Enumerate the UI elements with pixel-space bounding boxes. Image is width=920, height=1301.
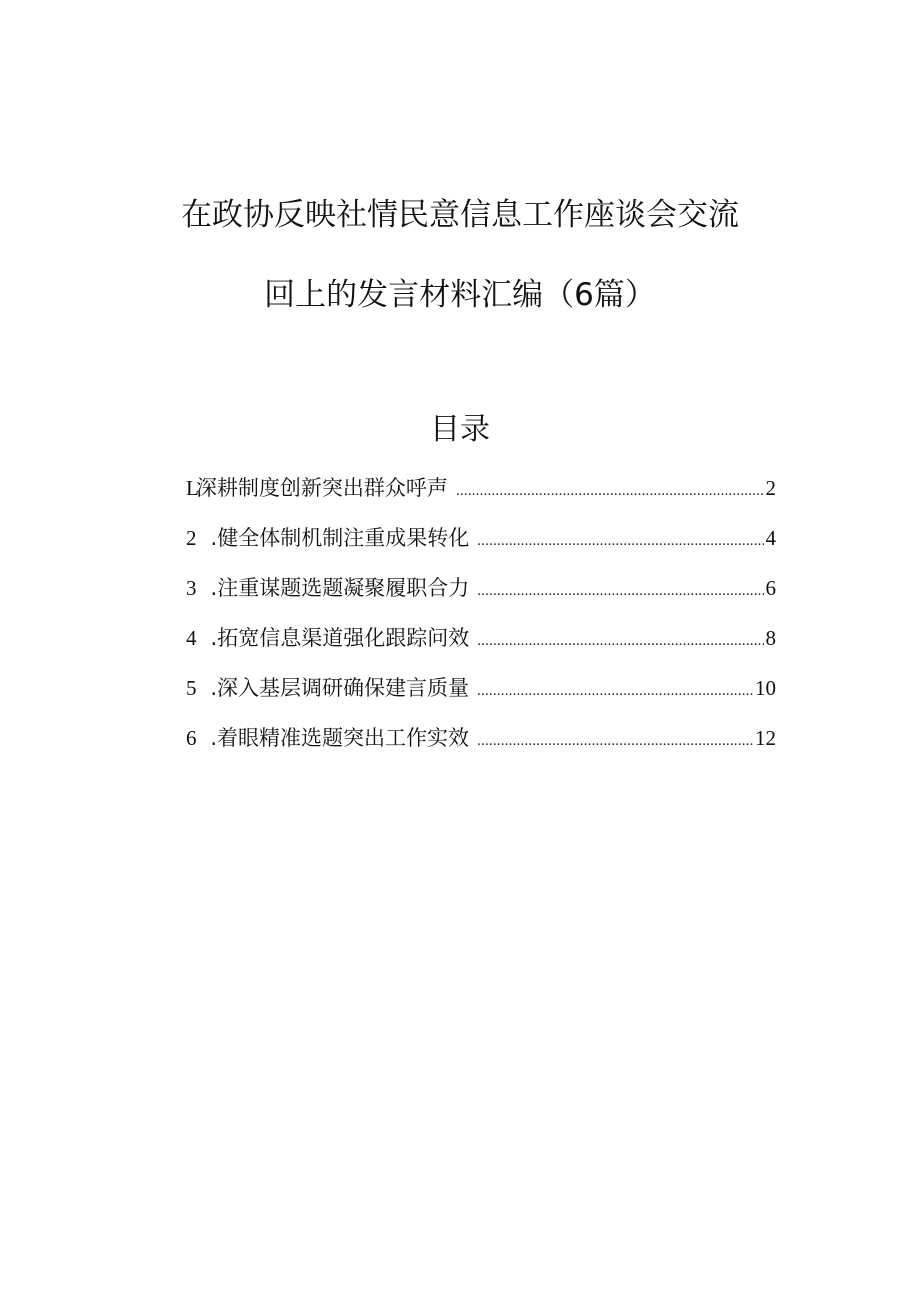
toc-leader-dots [477,629,763,654]
toc-entry-page: 12 [755,726,776,750]
toc-leader-dots [477,679,753,704]
toc-entry[interactable] [186,626,776,651]
toc-entry-page: 4 [765,526,776,550]
toc-entry-number: 2 [186,526,197,550]
toc-entry-title: .注重谋题选题凝聚履职合力 [210,576,470,600]
toc-entry-title: .着眼精准选题突出工作实效 [210,726,470,750]
toc-entry[interactable] [186,576,776,601]
toc-leader-dots [477,579,763,604]
toc-entry[interactable] [186,726,776,751]
toc-entry-title: .健全体制机制注重成果转化 [210,526,470,550]
toc-leader-dots [477,729,753,754]
toc-entry[interactable] [186,676,776,701]
toc-entry-page: 6 [765,576,776,600]
toc-heading: 目录 [430,412,490,447]
toc-entry-number: 3 [186,576,197,600]
toc-entry-number: 4 [186,626,197,650]
toc-entry-page: 2 [765,476,776,500]
toc-entry[interactable] [186,476,776,501]
toc-leader-dots [477,529,763,554]
toc-entry-page: 8 [765,626,776,650]
toc-leader-dots [456,479,764,504]
toc-entry-number: 5 [186,676,197,700]
toc-entry-title: .拓宽信息渠道强化跟踪问效 [210,626,470,650]
toc-entry-title: .深入基层调研确保建言质量 [210,676,470,700]
toc-entry-title: 深耕制度创新突出群众呼声 [195,476,448,500]
toc-entry[interactable] [186,526,776,551]
toc-entry-page: 10 [755,676,776,700]
document-title-line-1: 在政协反映社情民意信息工作座谈会交流 [181,197,739,233]
toc-entry-number: L [186,476,199,500]
toc-entry-number: 6 [186,726,197,750]
document-title-line-2: 回上的发言材料汇编（6篇） [264,277,656,313]
table-of-contents [186,476,776,776]
